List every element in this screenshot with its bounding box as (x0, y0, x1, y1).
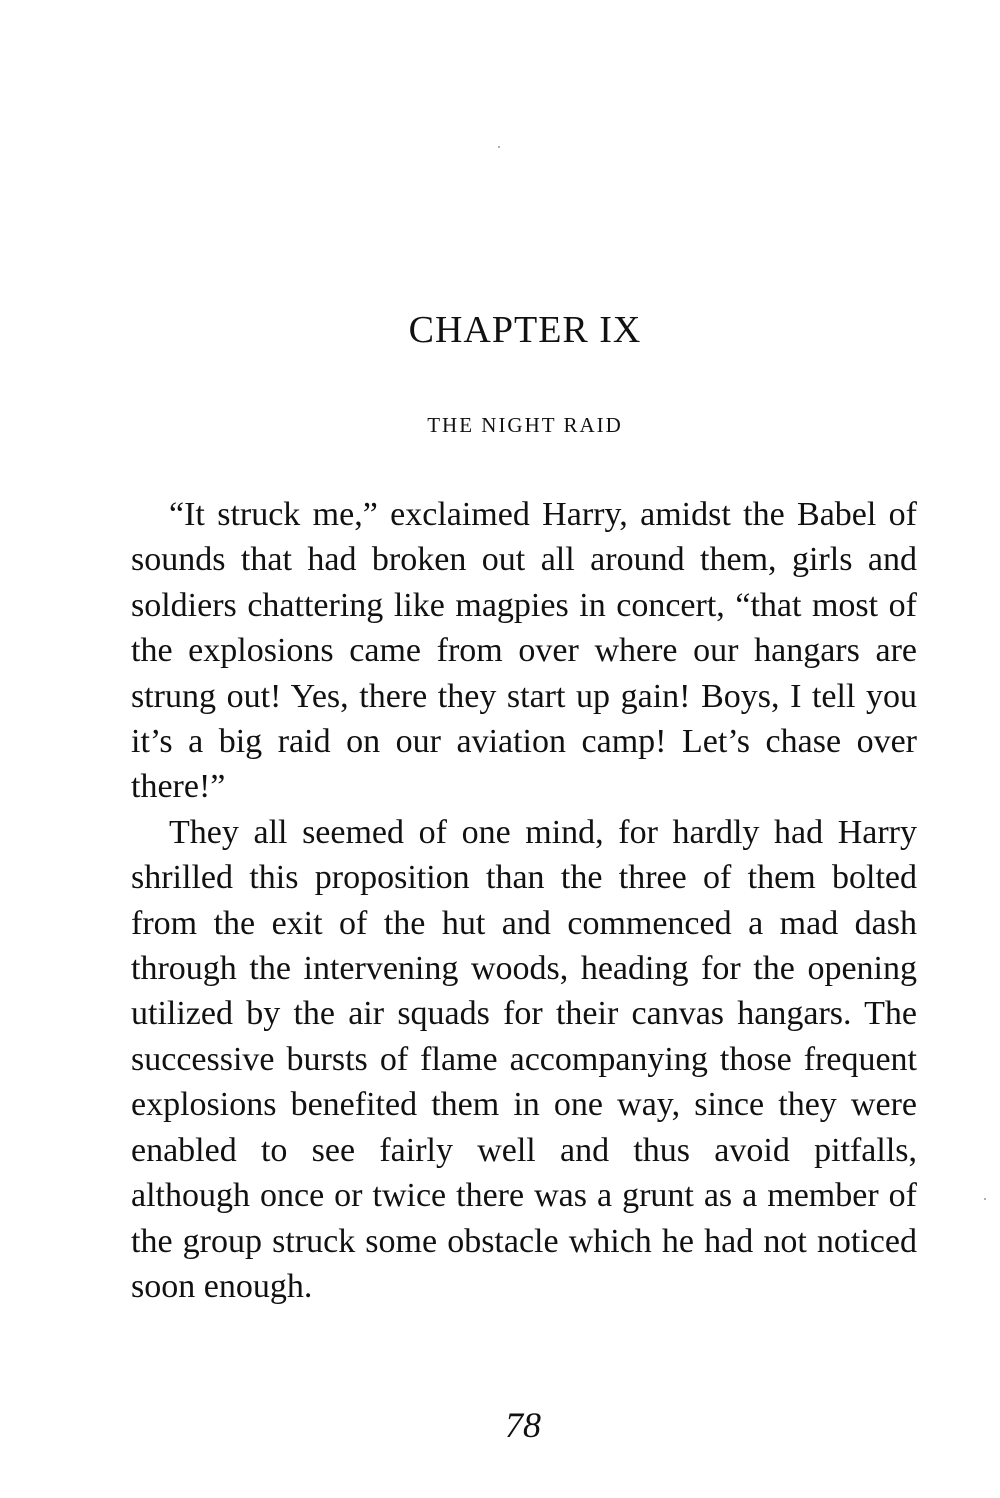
paragraph: They all seemed of one mind, for hardly had Harry shrilled this proposition than the three of them bolted from the exit of the hut and commenced a mad dash through the intervening woods, heading for the opening utilized by the air squads for their canvas hangars. The successive bursts of flame accompanying those frequent explosions benefited them in one way, since they were enabled to see fairly well and thus avoid pitfalls, although once or twice there was a grunt as a member of the group struck some obstacle which he had not noticed soon enough. (131, 813, 917, 1305)
paragraph: “It struck me,” exclaimed Harry, amidst the Babel of sounds that had broken out all around them, girls and soldiers chattering like magpies in concert, “that most of the explosions came from over where our hangars are strung out! Yes, there they start up gain! Boys, I tell you it’s a big raid on our aviation camp! Let’s chase over there!” (131, 496, 917, 806)
chapter-title: CHAPTER IX (408, 309, 642, 351)
scan-speck (984, 1198, 986, 1200)
body-text (131, 492, 917, 1309)
chapter-subtitle: THE NIGHT RAID (427, 413, 623, 437)
scan-speck (498, 146, 500, 148)
page-number: 78 (505, 1405, 541, 1445)
